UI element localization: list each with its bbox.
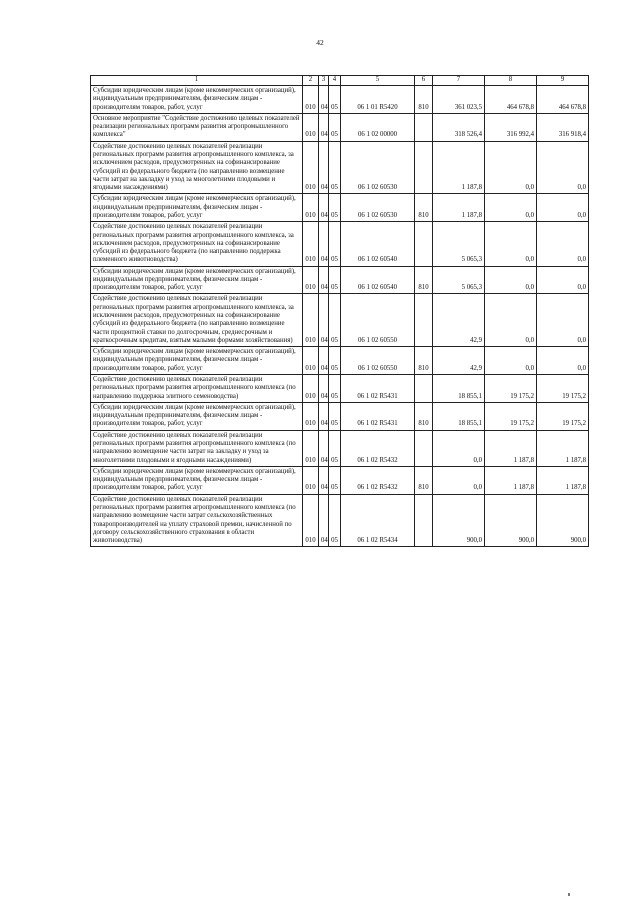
row-expense-type-cell: 810: [415, 266, 433, 294]
row-subsection-cell: 05: [329, 266, 341, 294]
row-section-cell: 04: [319, 86, 329, 114]
page-number: 42: [316, 38, 324, 47]
row-name-cell: Содействие достижению целевых показателей реализации региональных программ развития агропромышленного комплекса (по направлению поддержка элитного семеноводства): [91, 375, 303, 403]
row-name-cell: Субсидии юридическим лицам (кроме некоммерческих организаций), индивидуальным предпринимателям, физическим лицам - производителям товаров, работ, услуг: [91, 347, 303, 375]
table-row: [91, 113, 589, 141]
row-value-2021-cell: 464 678,8: [537, 86, 589, 114]
budget-table: [90, 75, 589, 547]
row-value-2021-cell: 19 175,2: [537, 402, 589, 430]
row-name-cell: Основное мероприятие "Содействие достижению целевых показателей реализации региональных программ развития агропромышленного комплекса": [91, 113, 303, 141]
row-target-article-cell: 06 1 02 R5431: [341, 375, 415, 403]
row-subsection-cell: 05: [329, 294, 341, 347]
row-section-cell: 04: [319, 347, 329, 375]
row-value-2020-cell: 316 992,4: [485, 113, 537, 141]
row-subsection-cell: 05: [329, 347, 341, 375]
row-expense-type-cell: 810: [415, 466, 433, 494]
row-target-article-cell: 06 1 02 60540: [341, 222, 415, 266]
row-value-2021-cell: 19 175,2: [537, 375, 589, 403]
row-name-cell: Содействие достижению целевых показателей реализации региональных программ развития агропромышленного комплекса (по направлению возмещение части затрат на закладку и уход за многолетними плодовыми и ягодными насаждениями): [91, 430, 303, 466]
table-header-row: [91, 76, 589, 86]
row-ministry-cell: 010: [303, 375, 319, 403]
row-value-2020-cell: 0,0: [485, 266, 537, 294]
row-value-2021-cell: 900,0: [537, 494, 589, 547]
row-ministry-cell: 010: [303, 294, 319, 347]
row-ministry-cell: 010: [303, 266, 319, 294]
row-name-cell: Субсидии юридическим лицам (кроме некоммерческих организаций), индивидуальным предпринимателям, физическим лицам - производителям товаров, работ, услуг: [91, 466, 303, 494]
row-value-2020-cell: 900,0: [485, 494, 537, 547]
row-expense-type-cell: [415, 375, 433, 403]
header-cell: 2: [303, 76, 319, 86]
row-ministry-cell: 010: [303, 86, 319, 114]
row-target-article-cell: 06 1 02 60550: [341, 347, 415, 375]
row-value-2019-cell: 42,9: [433, 294, 485, 347]
row-value-2019-cell: 5 065,3: [433, 266, 485, 294]
row-ministry-cell: 010: [303, 194, 319, 222]
row-expense-type-cell: 810: [415, 402, 433, 430]
row-target-article-cell: 06 1 02 R5431: [341, 402, 415, 430]
row-section-cell: 04: [319, 113, 329, 141]
header-cell: 3: [319, 76, 329, 86]
row-section-cell: 04: [319, 430, 329, 466]
row-name-cell: Содействие достижению целевых показателей реализации региональных программ развития агропромышленного комплекса, за исключением расходов, предусмотренных на софинансирование субсидий из федерального бюджета (по направлению возмещение части затрат на закладку и уход за многолетними плодовыми и ягодными насаждениями): [91, 141, 303, 194]
row-name-cell: Субсидии юридическим лицам (кроме некоммерческих организаций), индивидуальным предпринимателям, физическим лицам - производителям товаров, работ, услуг: [91, 266, 303, 294]
row-section-cell: 04: [319, 294, 329, 347]
row-target-article-cell: 06 1 02 60550: [341, 294, 415, 347]
row-value-2021-cell: 0,0: [537, 194, 589, 222]
table-row: [91, 222, 589, 266]
table-row: [91, 494, 589, 547]
row-expense-type-cell: 810: [415, 86, 433, 114]
header-cell: 4: [329, 76, 341, 86]
row-value-2021-cell: 1 187,8: [537, 430, 589, 466]
row-ministry-cell: 010: [303, 347, 319, 375]
row-value-2021-cell: 1 187,8: [537, 466, 589, 494]
row-subsection-cell: 05: [329, 222, 341, 266]
row-section-cell: 04: [319, 466, 329, 494]
row-value-2020-cell: 19 175,2: [485, 402, 537, 430]
row-value-2019-cell: 900,0: [433, 494, 485, 547]
row-value-2019-cell: 361 023,5: [433, 86, 485, 114]
row-value-2021-cell: 0,0: [537, 222, 589, 266]
row-ministry-cell: 010: [303, 402, 319, 430]
row-target-article-cell: 06 1 02 R5432: [341, 466, 415, 494]
table-body: [91, 86, 589, 547]
row-expense-type-cell: [415, 141, 433, 194]
table-row: [91, 294, 589, 347]
row-value-2019-cell: 1 187,8: [433, 141, 485, 194]
row-expense-type-cell: [415, 113, 433, 141]
row-subsection-cell: 05: [329, 375, 341, 403]
header-cell: 5: [341, 76, 415, 86]
row-target-article-cell: 06 1 02 60530: [341, 194, 415, 222]
row-value-2020-cell: 1 187,8: [485, 466, 537, 494]
row-target-article-cell: 06 1 02 60540: [341, 266, 415, 294]
row-target-article-cell: 06 1 02 60530: [341, 141, 415, 194]
row-subsection-cell: 05: [329, 494, 341, 547]
row-target-article-cell: 06 1 02 00000: [341, 113, 415, 141]
row-ministry-cell: 010: [303, 494, 319, 547]
row-value-2020-cell: 0,0: [485, 194, 537, 222]
row-expense-type-cell: [415, 430, 433, 466]
row-value-2020-cell: 0,0: [485, 141, 537, 194]
row-section-cell: 04: [319, 375, 329, 403]
table-row: [91, 347, 589, 375]
row-section-cell: 04: [319, 266, 329, 294]
row-value-2020-cell: 19 175,2: [485, 375, 537, 403]
row-value-2019-cell: 5 065,3: [433, 222, 485, 266]
table-row: [91, 86, 589, 114]
header-cell: 7: [433, 76, 485, 86]
row-section-cell: 04: [319, 141, 329, 194]
row-section-cell: 04: [319, 222, 329, 266]
row-section-cell: 04: [319, 494, 329, 547]
row-value-2020-cell: 464 678,8: [485, 86, 537, 114]
table-row: [91, 141, 589, 194]
row-value-2019-cell: 318 526,4: [433, 113, 485, 141]
row-value-2021-cell: 0,0: [537, 294, 589, 347]
row-name-cell: Содействие достижению целевых показателей реализации региональных программ развития агропромышленного комплекса (по направлению возмещение части затрат сельскохозяйственных товаропроизводителей на уплату страховой премии, начисленной по договору сельскохозяйственного страхования в области животноводства): [91, 494, 303, 547]
row-expense-type-cell: 810: [415, 347, 433, 375]
row-value-2019-cell: 0,0: [433, 430, 485, 466]
row-subsection-cell: 05: [329, 113, 341, 141]
table-row: [91, 194, 589, 222]
header-cell: 8: [485, 76, 537, 86]
row-name-cell: Содействие достижению целевых показателей реализации региональных программ развития агропромышленного комплекса, за исключением расходов, предусмотренных на софинансирование субсидий из федерального бюджета (по направлению поддержка племенного животноводства): [91, 222, 303, 266]
row-subsection-cell: 05: [329, 194, 341, 222]
row-name-cell: Содействие достижению целевых показателей реализации региональных программ развития агропромышленного комплекса, за исключением расходов, предусмотренных на софинансирование субсидий из федерального бюджета (по направлению возмещение части процентной ставки по долгосрочным, среднесрочным и краткосрочным кредитам, взятым малыми формами хозяйствования): [91, 294, 303, 347]
row-ministry-cell: 010: [303, 141, 319, 194]
header-cell: 1: [91, 76, 303, 86]
row-section-cell: 04: [319, 402, 329, 430]
row-ministry-cell: 010: [303, 113, 319, 141]
row-value-2021-cell: 0,0: [537, 266, 589, 294]
row-value-2020-cell: 0,0: [485, 347, 537, 375]
row-ministry-cell: 010: [303, 222, 319, 266]
row-value-2019-cell: 18 855,1: [433, 375, 485, 403]
row-value-2019-cell: 42,9: [433, 347, 485, 375]
row-section-cell: 04: [319, 194, 329, 222]
table-row: [91, 430, 589, 466]
header-cell: 9: [537, 76, 589, 86]
scan-mark: [568, 893, 570, 896]
row-subsection-cell: 05: [329, 86, 341, 114]
row-value-2021-cell: 316 918,4: [537, 113, 589, 141]
row-value-2021-cell: 0,0: [537, 141, 589, 194]
row-name-cell: Субсидии юридическим лицам (кроме некоммерческих организаций), индивидуальным предпринимателям, физическим лицам - производителям товаров, работ, услуг: [91, 402, 303, 430]
row-value-2020-cell: 1 187,8: [485, 430, 537, 466]
row-target-article-cell: 06 1 02 R5434: [341, 494, 415, 547]
row-expense-type-cell: [415, 294, 433, 347]
row-ministry-cell: 010: [303, 430, 319, 466]
table-row: [91, 402, 589, 430]
table-row: [91, 375, 589, 403]
row-expense-type-cell: [415, 222, 433, 266]
row-target-article-cell: 06 1 01 R5420: [341, 86, 415, 114]
row-value-2020-cell: 0,0: [485, 294, 537, 347]
table-row: [91, 466, 589, 494]
row-ministry-cell: 010: [303, 466, 319, 494]
header-cell: 6: [415, 76, 433, 86]
row-value-2019-cell: 1 187,8: [433, 194, 485, 222]
row-subsection-cell: 05: [329, 430, 341, 466]
row-value-2019-cell: 0,0: [433, 466, 485, 494]
row-expense-type-cell: 810: [415, 194, 433, 222]
table-row: [91, 266, 589, 294]
row-name-cell: Субсидии юридическим лицам (кроме некоммерческих организаций), индивидуальным предпринимателям, физическим лицам - производителям товаров, работ, услуг: [91, 86, 303, 114]
row-value-2020-cell: 0,0: [485, 222, 537, 266]
row-subsection-cell: 05: [329, 141, 341, 194]
row-target-article-cell: 06 1 02 R5432: [341, 430, 415, 466]
row-subsection-cell: 05: [329, 466, 341, 494]
row-value-2021-cell: 0,0: [537, 347, 589, 375]
row-subsection-cell: 05: [329, 402, 341, 430]
row-value-2019-cell: 18 855,1: [433, 402, 485, 430]
row-expense-type-cell: [415, 494, 433, 547]
row-name-cell: Субсидии юридическим лицам (кроме некоммерческих организаций), индивидуальным предпринимателям, физическим лицам - производителям товаров, работ, услуг: [91, 194, 303, 222]
